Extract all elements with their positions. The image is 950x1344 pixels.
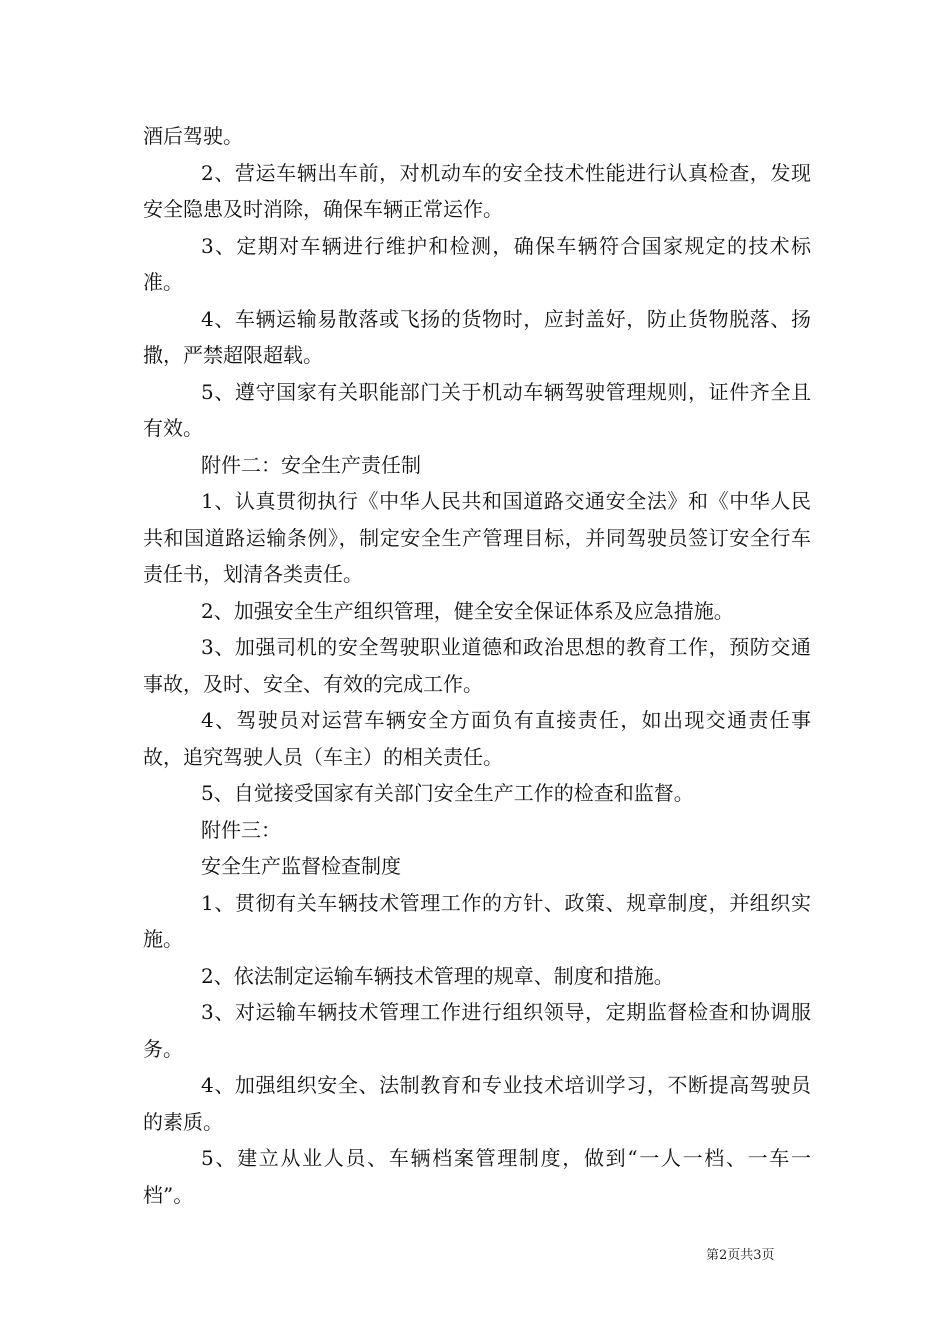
paragraph-continuation: 酒后驾驶。 <box>143 124 243 148</box>
paragraph-appendix2-item-4: 4、驾驶员对运营车辆安全方面负有直接责任，如出现交通责任事故，追究驾驶人员（车主）的相关责任。 <box>143 708 811 769</box>
section-heading-appendix-3: 附件三： <box>201 817 281 842</box>
paragraph-appendix3-item-5: 5、建立从业人员、车辆档案管理制度，做到“一人一档、一车一档”。 <box>143 1146 811 1207</box>
document-body <box>143 118 811 1213</box>
section-heading-appendix-2: 附件二：安全生产责任制 <box>201 452 421 477</box>
paragraph-appendix2-item-3: 3、加强司机的安全驾驶职业道德和政治思想的教育工作，预防交通事故，及时、安全、有效的完成工作。 <box>143 635 811 696</box>
paragraph-item-4: 4、车辆运输易散落或飞扬的货物时，应封盖好，防止货物脱落、扬撒，严禁超限超载。 <box>143 306 811 367</box>
paragraph-appendix2-item-1: 1、认真贯彻执行《中华人民共和国道路交通安全法》和《中华人民共和国道路运输条例》，制定安全生产管理目标，并同驾驶员签订安全行车责任书，划清各类责任。 <box>143 489 811 586</box>
paragraph-appendix2-item-5: 5、自觉接受国家有关部门安全生产工作的检查和监督。 <box>201 781 694 805</box>
paragraph-appendix2-item-2: 2、加强安全生产组织管理，健全安全保证体系及应急措施。 <box>201 598 734 623</box>
paragraph-appendix3-item-3: 3、对运输车辆技术管理工作进行组织领导，定期监督检查和协调服务。 <box>143 1000 811 1061</box>
paragraph-item-5: 5、遵守国家有关职能部门关于机动车辆驾驶管理规则，证件齐全且有效。 <box>143 379 811 440</box>
paragraph-item-3: 3、定期对车辆进行维护和检测，确保车辆符合国家规定的技术标准。 <box>143 233 811 294</box>
paragraph-item-2: 2、营运车辆出车前，对机动车的安全技术性能进行认真检查，发现安全隐患及时消除，确保车辆正常运作。 <box>143 160 811 221</box>
section-title-supervision: 安全生产监督检查制度 <box>201 854 401 878</box>
paragraph-appendix3-item-2: 2、依法制定运输车辆技术管理的规章、制度和措施。 <box>201 963 674 988</box>
page-number-footer: 第2页共3页 <box>706 1248 775 1263</box>
paragraph-appendix3-item-1: 1、贯彻有关车辆技术管理工作的方针、政策、规章制度，并组织实施。 <box>143 890 811 951</box>
paragraph-appendix3-item-4: 4、加强组织安全、法制教育和专业技术培训学习，不断提高驾驶员的素质。 <box>143 1073 811 1134</box>
